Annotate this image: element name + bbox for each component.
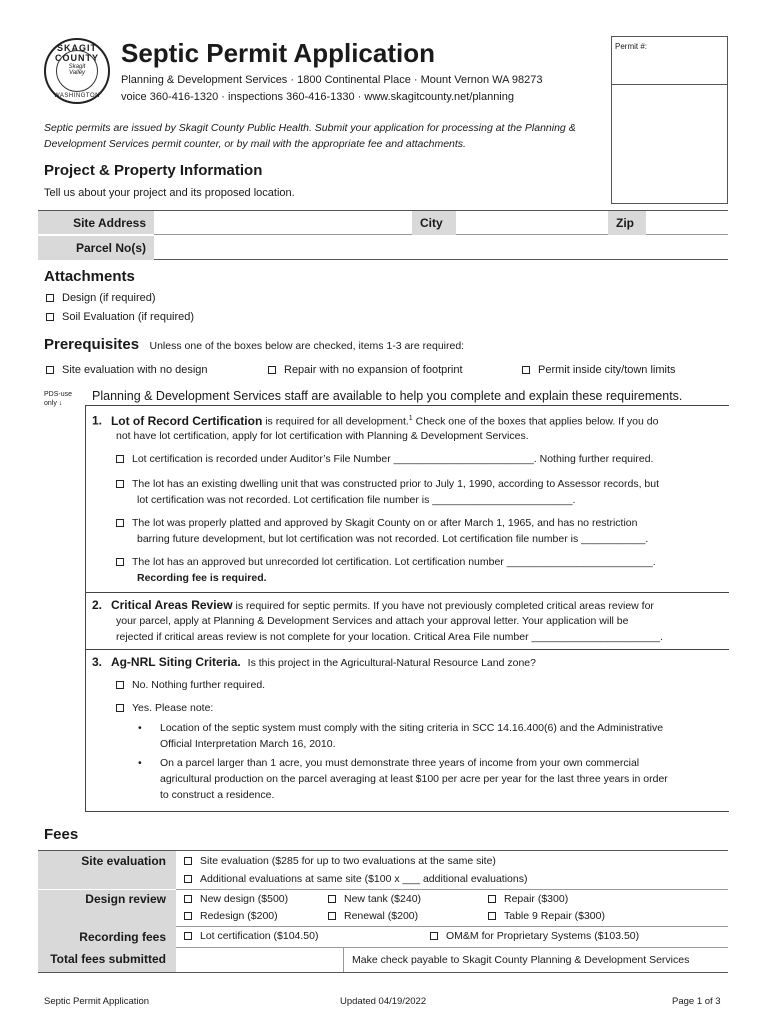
prereq-site-eval[interactable] bbox=[46, 364, 208, 376]
permit-number-box[interactable] bbox=[611, 36, 728, 204]
permit-number-label: Permit #: bbox=[615, 42, 648, 51]
payable-note: Make check payable to Skagit County Planning & Development Services bbox=[352, 954, 690, 966]
seal-mid-text: Skagit Valley bbox=[68, 64, 86, 76]
fee-additional-eval-label: Additional evaluations at same site ($100 x ___ additional evaluations) bbox=[200, 873, 528, 885]
req3-bullet-2-cont2: to construct a residence. bbox=[160, 789, 275, 801]
recording-fee-label: Recording fees bbox=[79, 930, 166, 944]
req3-yes-label: Yes. Please note: bbox=[132, 702, 214, 714]
fee-site-eval-label: Site evaluation ($285 for up to two evaluations at the same site) bbox=[200, 855, 496, 867]
req1-option-4-label: The lot has an approved but unrecorded lot certification. Lot certification number _________________________. bbox=[132, 556, 656, 568]
project-heading: Project & Property Information bbox=[44, 162, 263, 179]
checkbox[interactable] bbox=[46, 313, 54, 321]
fee-redesign-label: Redesign ($200) bbox=[200, 910, 278, 922]
req1-footnote-ref: 1 bbox=[408, 415, 413, 422]
footer-form-name: Septic Permit Application bbox=[44, 996, 150, 1007]
req2-title: Critical Areas Review bbox=[110, 598, 233, 612]
req1-recording-fee-text: Recording fee is required bbox=[137, 572, 264, 584]
req1-text-c: not have lot certification, apply for lot certification with Planning & Development Services. bbox=[116, 430, 529, 442]
permit-box-divider bbox=[612, 84, 727, 85]
req2-number: 2. bbox=[92, 598, 103, 612]
pds-use-note: PDS-use only ↓ bbox=[44, 391, 73, 407]
req3-bullet-2: On a parcel larger than 1 acre, you must demonstrate three years of income from your own commercial bbox=[160, 757, 640, 769]
fee-new-tank[interactable] bbox=[328, 890, 421, 908]
checkbox[interactable] bbox=[184, 895, 192, 903]
req3-no-label: No. Nothing further required. bbox=[132, 679, 266, 691]
prerequisites-note: Unless one of the boxes below are checked, items 1-3 are required: bbox=[149, 340, 465, 352]
fee-omm[interactable] bbox=[430, 927, 639, 945]
checkbox[interactable] bbox=[430, 932, 438, 940]
req1-recording-fee-note: Recording fee is required. bbox=[137, 572, 267, 584]
prereq-city-limits-label: Permit inside city/town limits bbox=[538, 364, 676, 376]
checkbox[interactable] bbox=[488, 912, 496, 920]
prereq-city-limits[interactable] bbox=[522, 364, 676, 376]
fee-new-design-label: New design ($500) bbox=[200, 893, 289, 905]
checkbox[interactable] bbox=[184, 857, 192, 865]
req1-option-4[interactable] bbox=[116, 554, 656, 570]
fee-repair[interactable] bbox=[488, 890, 568, 908]
fee-omm-label: OM&M for Proprietary Systems ($103.50) bbox=[446, 930, 640, 942]
checkbox[interactable] bbox=[116, 681, 124, 689]
fees-heading: Fees bbox=[44, 826, 79, 843]
site-address-label: Site Address bbox=[38, 211, 154, 235]
fee-additional-eval[interactable] bbox=[184, 870, 527, 888]
fee-repair-label: Repair ($300) bbox=[504, 893, 569, 905]
checkbox[interactable] bbox=[328, 912, 336, 920]
city-label: City bbox=[412, 211, 456, 235]
prerequisites-header bbox=[44, 336, 464, 354]
checkbox[interactable] bbox=[184, 932, 192, 940]
staff-help-note: Planning & Development Services staff are available to help you complete and explain these requirements. bbox=[92, 389, 683, 403]
req1-option-2[interactable] bbox=[116, 476, 659, 492]
fees-divider bbox=[343, 947, 344, 972]
req2-text-b: your parcel, apply at Planning & Development Services and attach your approval letter. Your application will be bbox=[116, 615, 629, 627]
total-fees-field[interactable] bbox=[177, 948, 342, 972]
fee-lot-cert-label: Lot certification ($104.50) bbox=[200, 930, 319, 942]
attachment-design[interactable] bbox=[46, 292, 156, 304]
checkbox[interactable] bbox=[46, 366, 54, 374]
fee-new-tank-label: New tank ($240) bbox=[344, 893, 422, 905]
fee-site-eval[interactable] bbox=[184, 852, 496, 870]
site-eval-fee-label: Site evaluation bbox=[81, 854, 166, 868]
req1-intro bbox=[92, 411, 722, 430]
total-fees-label: Total fees submitted bbox=[50, 952, 166, 966]
prereq-site-eval-label: Site evaluation with no design bbox=[62, 364, 208, 376]
county-seal-logo bbox=[44, 38, 110, 104]
fee-lot-cert[interactable] bbox=[184, 927, 318, 945]
req3-bullet-2-cont: agricultural production on the parcel averaging at least $100 per acre per year for the last three years in order bbox=[160, 773, 668, 785]
project-subtitle: Tell us about your project and its proposed location. bbox=[44, 187, 295, 199]
checkbox[interactable] bbox=[328, 895, 336, 903]
checkbox[interactable] bbox=[116, 480, 124, 488]
fee-renewal[interactable] bbox=[328, 907, 418, 925]
prereq-repair-label: Repair with no expansion of footprint bbox=[284, 364, 463, 376]
fee-redesign[interactable] bbox=[184, 907, 278, 925]
req1-text-b: Check one of the boxes that applies below. If you do bbox=[412, 415, 659, 428]
site-address-field[interactable] bbox=[154, 211, 412, 235]
page-title: Septic Permit Application bbox=[121, 38, 435, 68]
seal-bottom-text: WASHINGTON bbox=[53, 93, 100, 99]
req-divider bbox=[85, 592, 729, 593]
address-line-2: voice 360-416-1320 · inspections 360-416-1330 · www.skagitcounty.net/planning bbox=[121, 91, 514, 103]
zip-field[interactable] bbox=[646, 211, 728, 235]
req3-number: 3. bbox=[92, 655, 103, 669]
fee-table9-repair[interactable] bbox=[488, 907, 605, 925]
attachment-soil[interactable] bbox=[46, 311, 194, 323]
attachment-design-label: Design (if required) bbox=[62, 292, 156, 304]
req1-option-1[interactable] bbox=[116, 451, 653, 467]
req1-option-3[interactable] bbox=[116, 515, 637, 531]
req1-option-2-label: The lot has an existing dwelling unit that was constructed prior to July 1, 1990, according to Assessor records, but bbox=[132, 478, 660, 490]
seal-top-text: SKAGIT COUNTY bbox=[55, 43, 99, 63]
attachments-heading: Attachments bbox=[44, 268, 135, 285]
req-divider bbox=[85, 405, 729, 406]
checkbox[interactable] bbox=[116, 519, 124, 527]
prereq-repair[interactable] bbox=[268, 364, 463, 376]
fee-table9-repair-label: Table 9 Repair ($300) bbox=[504, 910, 605, 922]
prerequisites-heading: Prerequisites bbox=[44, 336, 140, 353]
checkbox[interactable] bbox=[184, 912, 192, 920]
checkbox[interactable] bbox=[488, 895, 496, 903]
req3-bullet-1: Location of the septic system must comply with the siting criteria in SCC 14.16.400(6) and the Administrative bbox=[160, 722, 664, 734]
fee-renewal-label: Renewal ($200) bbox=[344, 910, 419, 922]
checkbox[interactable] bbox=[116, 704, 124, 712]
fee-new-design[interactable] bbox=[184, 890, 288, 908]
req3-no-option[interactable] bbox=[116, 677, 265, 693]
bullet-icon: • bbox=[138, 757, 142, 769]
checkbox[interactable] bbox=[268, 366, 276, 374]
req2-text-a: is required for septic permits. If you have not previously completed critical areas review for bbox=[232, 600, 654, 612]
req3-title: Ag-NRL Siting Criteria. bbox=[110, 655, 241, 669]
checkbox[interactable] bbox=[116, 558, 124, 566]
req3-yes-option[interactable] bbox=[116, 700, 213, 716]
req2-text-c: rejected if critical areas review is not complete for your location. Critical Area File number ______________________. bbox=[116, 631, 663, 643]
parcel-field[interactable] bbox=[154, 236, 728, 260]
checkbox[interactable] bbox=[522, 366, 530, 374]
req3-question: Is this project in the Agricultural-Natural Resource Land zone? bbox=[247, 657, 536, 669]
checkbox[interactable] bbox=[184, 875, 192, 883]
req1-title: Lot of Record Certification bbox=[110, 413, 263, 428]
req1-option-3-cont: barring future development, but lot certification was not recorded. Lot certification file number is ___________. bbox=[137, 533, 649, 545]
parcel-label: Parcel No(s) bbox=[38, 236, 154, 260]
req3-intro bbox=[92, 654, 722, 671]
site-info-table bbox=[38, 210, 728, 260]
req-divider bbox=[85, 811, 729, 812]
checkbox[interactable] bbox=[116, 455, 124, 463]
req1-option-1-label: Lot certification is recorded under Auditor’s File Number ________________________. Nothing further required. bbox=[132, 453, 654, 465]
req1-option-2-cont: lot certification was not recorded. Lot certification file number is ________________________. bbox=[137, 494, 576, 506]
office-address bbox=[121, 72, 543, 106]
req2-intro bbox=[92, 597, 722, 614]
footer-updated: Updated 04/19/2022 bbox=[340, 996, 427, 1007]
design-review-fee-label: Design review bbox=[85, 892, 166, 906]
attachment-soil-label: Soil Evaluation (if required) bbox=[62, 311, 195, 323]
zip-label: Zip bbox=[608, 211, 646, 235]
req3-bullet-1-cont: Official Interpretation March 16, 2010. bbox=[160, 738, 336, 750]
intro-text: Septic permits are issued by Skagit County Public Health. Submit your application for processing at the Planning & Development Services permit counter, or by mail with the appropriate fee and attachments. bbox=[44, 122, 576, 150]
req1-text-a: is required for all development. bbox=[262, 415, 409, 428]
footer-page-number: Page 1 of 3 bbox=[672, 996, 721, 1007]
bullet-icon: • bbox=[138, 722, 142, 734]
req-divider bbox=[85, 649, 729, 650]
req1-number: 1. bbox=[92, 413, 103, 428]
city-field[interactable] bbox=[456, 211, 608, 235]
req1-option-3-label: The lot was properly platted and approved by Skagit County on or after March 1, 1965, and has no restriction bbox=[132, 517, 638, 529]
checkbox[interactable] bbox=[46, 294, 54, 302]
address-line-1: Planning & Development Services · 1800 Continental Place · Mount Vernon WA 98273 bbox=[121, 74, 543, 86]
